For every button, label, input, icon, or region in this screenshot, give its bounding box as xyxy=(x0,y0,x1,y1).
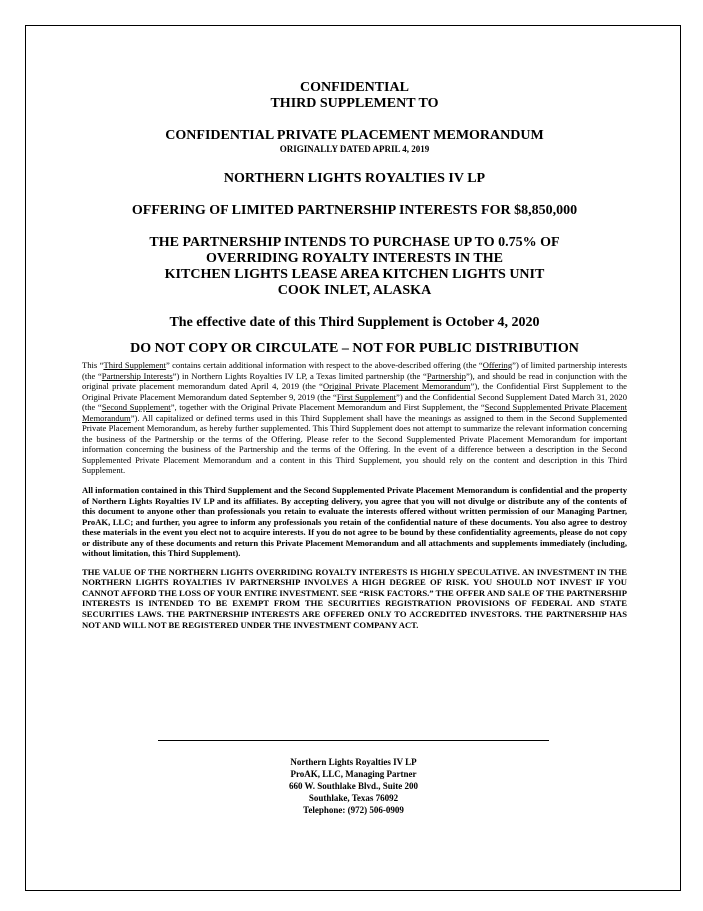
intro-paragraph: This “Third Supplement” contains certain additional information with respect to the above-described offering (the “Offering”) of limited partnership interests (the “Partnership Interests”) in Northern Lights Royalties IV LP, a Texas limited partnership (the “Partnership”), and should be read in conjunction with the original private placement memorandum dated April 4, 2019 (the “Original Private Placement Memorandum”), the Confidential First Supplement to the Original Private Placement Memorandum dated September 9, 2019 (the “First Supplement”) and the Confidential Second Supplement Dated March 31, 2020 (the “Second Supplement”, together with the Original Private Placement Memorandum and First Supplement, the “Second Supplemented Private Placement Memorandum”). All capitalized or defined terms used in this Third Supplement shall have the meanings as assigned to them in the Second Supplemented Private Placement Memorandum, as hereby further supplemented. This Third Supplement does not attempt to summarize the relevant information concerning the business of the Partnership or the terms of the Offering. Please refer to the Second Supplemented Private Placement Memorandum for important information concerning the business of the Partnership and the terms of the Offering. In the event of a difference between a description in the Second Supplemented Private Placement Memorandum and a content in this Third Supplement, you should rely on the content and description in this Third Supplement. xyxy=(82,360,628,476)
confidentiality-paragraph: All information contained in this Third Supplement and the Second Supplemented Private Placement Memorandum is confidential and the property of Northern Lights Royalties IV LP and its affiliates. By accepting delivery, you agree that you will not divulge or distribute any of the contents of this document to anyone other than professionals you retain to evaluate the interests offered without written permission of our Managing Partner, ProAK, LLC; and further, you agree to inform any professionals you retain of the confidential nature of these documents. You also agree to destroy these materials in the event you elect not to acquire interests. If you do not agree to be bound by these confidentiality agreements, please do not copy or distribute any of these documents and return this Private Placement Memorandum and all attachments and supplements immediately (including, without limitation, this Third Supplement). xyxy=(82,485,627,559)
document-body xyxy=(82,80,627,630)
effective-date: The effective date of this Third Supplement is October 4, 2020 xyxy=(169,315,540,330)
purchase-line-2: OVERRIDING ROYALTY INTERESTS IN THE xyxy=(206,251,503,266)
address-street: 660 W. Southlake Blvd., Suite 200 xyxy=(288,781,419,791)
purchase-line-4: COOK INLET, ALASKA xyxy=(277,283,432,298)
confidential-heading: CONFIDENTIAL xyxy=(300,80,409,95)
risk-paragraph: THE VALUE OF THE NORTHERN LIGHTS OVERRIDING ROYALTY INTERESTS IS HIGHLY SPECULATIVE. AN INVESTMENT IN THE NORTHERN LIGHTS ROYALTIES IV PARTNERSHIP INVOLVES A HIGH DEGREE OF RISK. YOU SHOULD NOT INVEST IF YOU CANNOT AFFORD THE LOSS OF YOUR ENTIRE INVESTMENT. SEE “RISK FACTORS.” THE OFFER AND SALE OF THE PARTNERSHIP INTERESTS IS INTENDED TO BE EXEMPT FROM THE SECURITIES REGISTRATION PROVISIONS OF FEDERAL AND STATE SECURITIES LAWS. THE PARTNERSHIP INTERESTS ARE OFFERED ONLY TO ACCREDITED INVESTORS. THE PARTNERSHIP HAS NOT AND WILL NOT BE REGISTERED UNDER THE INVESTMENT COMPANY ACT. xyxy=(82,566,627,630)
address-name: Northern Lights Royalties IV LP xyxy=(290,757,417,767)
purchase-line-3: KITCHEN LIGHTS LEASE AREA KITCHEN LIGHTS UNIT xyxy=(164,267,545,282)
purchase-line-1: THE PARTNERSHIP INTENDS TO PURCHASE UP TO 0.75% OF xyxy=(149,235,560,250)
partnership-name: NORTHERN LIGHTS ROYALTIES IV LP xyxy=(223,171,486,186)
original-date: ORIGINALLY DATED APRIL 4, 2019 xyxy=(279,144,430,154)
address-city: Southlake, Texas 76092 xyxy=(308,793,399,803)
signature-divider xyxy=(158,740,549,741)
contact-block xyxy=(158,756,549,816)
third-supplement-heading: THIRD SUPPLEMENT TO xyxy=(270,96,439,111)
do-not-copy-notice: DO NOT COPY OR CIRCULATE – NOT FOR PUBLIC DISTRIBUTION xyxy=(130,341,579,356)
address-phone: Telephone: (972) 506-0909 xyxy=(303,805,404,815)
memorandum-heading: CONFIDENTIAL PRIVATE PLACEMENT MEMORANDUM xyxy=(165,128,544,143)
address-manager: ProAK, LLC, Managing Partner xyxy=(290,769,417,779)
offering-heading: OFFERING OF LIMITED PARTNERSHIP INTERESTS FOR $8,850,000 xyxy=(131,203,578,218)
